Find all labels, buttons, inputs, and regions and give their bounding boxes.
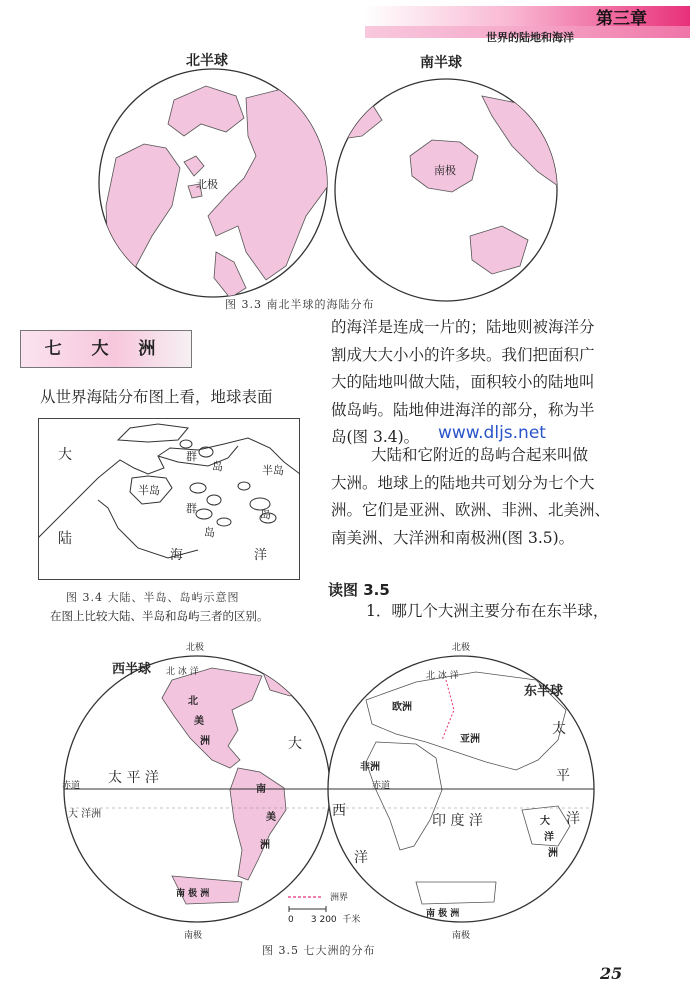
chapter-subtitle: 世界的陆地和海洋 bbox=[486, 31, 574, 44]
label-archipelago-dao-2: 岛 bbox=[204, 526, 215, 539]
pacific-ocean-west: 太 平 洋 bbox=[108, 770, 159, 786]
south-pole-east: 南极 bbox=[452, 931, 471, 941]
south-pole-west: 南极 bbox=[184, 931, 203, 941]
oceania-2: 洋 bbox=[544, 832, 554, 843]
africa-label: 非洲 bbox=[360, 762, 380, 773]
europe-label: 欧洲 bbox=[392, 702, 412, 713]
north-america-1: 北 bbox=[188, 696, 198, 707]
paragraph-line: 洲。它们是亚洲、欧洲、非洲、北美洲、 bbox=[331, 501, 611, 519]
north-pole-label: 北极 bbox=[196, 178, 218, 191]
chapter-label: 第三章 bbox=[596, 9, 647, 29]
eastern-hemisphere-title: 东半球 bbox=[524, 684, 564, 699]
section-title: 七 大 洲 bbox=[44, 339, 168, 359]
south-america-1: 南 bbox=[256, 784, 266, 795]
label-ocean-yang: 洋 bbox=[254, 548, 268, 563]
paragraph-line: 大的陆地叫做大陆，面积较小的陆地叫 bbox=[331, 373, 595, 391]
pacific-east-2: 平 bbox=[556, 768, 570, 784]
atlantic-3: 洋 bbox=[354, 850, 368, 866]
atlantic-2: 西 bbox=[332, 803, 346, 819]
south-pole-label: 南极 bbox=[434, 164, 456, 177]
north-america-2: 美 bbox=[194, 716, 204, 727]
reading-heading: 读图 3.5 bbox=[328, 581, 390, 599]
scale-label: 0 3 200 千米 bbox=[288, 915, 361, 925]
label-peninsula-left: 半岛 bbox=[138, 484, 160, 497]
label-continent-lu: 陆 bbox=[58, 531, 72, 547]
section-title-box bbox=[20, 330, 192, 368]
antarctica-west: 南 极 洲 bbox=[176, 889, 210, 899]
legend-boundary-symbol bbox=[286, 893, 326, 901]
reading-question-1: 1．哪几个大洲主要分布在东半球， bbox=[366, 602, 609, 620]
figure-3-5-caption: 图 3.5 七大洲的分布 bbox=[262, 944, 376, 957]
arctic-ocean-east: 北 冰 洋 bbox=[426, 671, 459, 681]
label-peninsula-right: 半岛 bbox=[262, 464, 284, 477]
left-paragraph-line: 从世界海陆分布图上看，地球表面 bbox=[40, 388, 273, 406]
paragraph-line: 的海洋是连成一片的；陆地则被海洋分 bbox=[331, 318, 595, 336]
south-america-3: 洲 bbox=[260, 840, 270, 851]
paragraph-line: 做岛屿。陆地伸进海洋的部分，称为半 bbox=[331, 400, 595, 419]
indian-ocean-label: 印 度 洋 bbox=[432, 813, 483, 829]
south-hemisphere-map bbox=[332, 76, 560, 304]
north-hemisphere-title: 北半球 bbox=[186, 53, 228, 69]
equator-east-label: 赤道 bbox=[372, 781, 391, 791]
north-america-3: 洲 bbox=[200, 736, 210, 747]
label-archipelago-qun-2: 群 bbox=[186, 502, 197, 515]
arctic-ocean-west: 北 冰 洋 bbox=[166, 667, 199, 677]
antarctica-east: 南 极 洲 bbox=[426, 909, 460, 919]
figure-3-4-instruction: 在图上比较大陆、半岛和岛屿三者的区别。 bbox=[50, 609, 269, 623]
paragraph-line: 大陆和它附近的岛屿合起来叫做 bbox=[371, 446, 589, 464]
south-hemisphere-title: 南半球 bbox=[420, 55, 462, 71]
legend-boundary-label: 洲界 bbox=[330, 893, 349, 903]
asia-label: 亚洲 bbox=[460, 734, 480, 745]
atlantic-south-label: 大 洋洲 bbox=[68, 809, 102, 820]
label-sea-hai: 海 bbox=[170, 548, 184, 563]
western-hemisphere-title: 西半球 bbox=[112, 662, 152, 677]
paragraph-line: 岛(图 3.4)。 bbox=[331, 428, 420, 446]
equator-west-label: 赤道 bbox=[62, 781, 81, 791]
north-hemisphere-map bbox=[96, 66, 330, 300]
pacific-east-3: 洋 bbox=[566, 811, 580, 827]
figure-3-3-caption: 图 3.3 南北半球的海陆分布 bbox=[225, 298, 375, 311]
paragraph-line: 南美洲、大洋洲和南极洲(图 3.5)。 bbox=[331, 528, 575, 547]
pacific-east-1: 太 bbox=[552, 721, 566, 737]
right-paragraph-2 bbox=[331, 442, 686, 552]
oceania-1: 大 bbox=[540, 816, 550, 827]
label-island-dao: 岛 bbox=[260, 508, 271, 521]
label-archipelago-qun: 群 bbox=[186, 450, 197, 463]
watermark-url: www.dljs.net bbox=[438, 423, 546, 443]
atlantic-1: 大 bbox=[288, 736, 302, 752]
label-archipelago-dao: 岛 bbox=[212, 460, 223, 473]
paragraph-line: 割成大大小小的许多块。我们把面积广 bbox=[331, 345, 595, 364]
paragraph-line: 大洲。地球上的陆地共可划分为七个大 bbox=[331, 473, 595, 492]
north-pole-west: 北极 bbox=[186, 643, 205, 653]
page-number: 25 bbox=[600, 964, 623, 983]
north-pole-east: 北极 bbox=[452, 643, 471, 653]
figure-3-4-caption: 图 3.4 大陆、半岛、岛屿示意图 bbox=[66, 591, 240, 604]
south-america-2: 美 bbox=[266, 812, 276, 823]
oceania-3: 洲 bbox=[548, 848, 558, 859]
label-continent-da: 大 bbox=[58, 447, 72, 463]
